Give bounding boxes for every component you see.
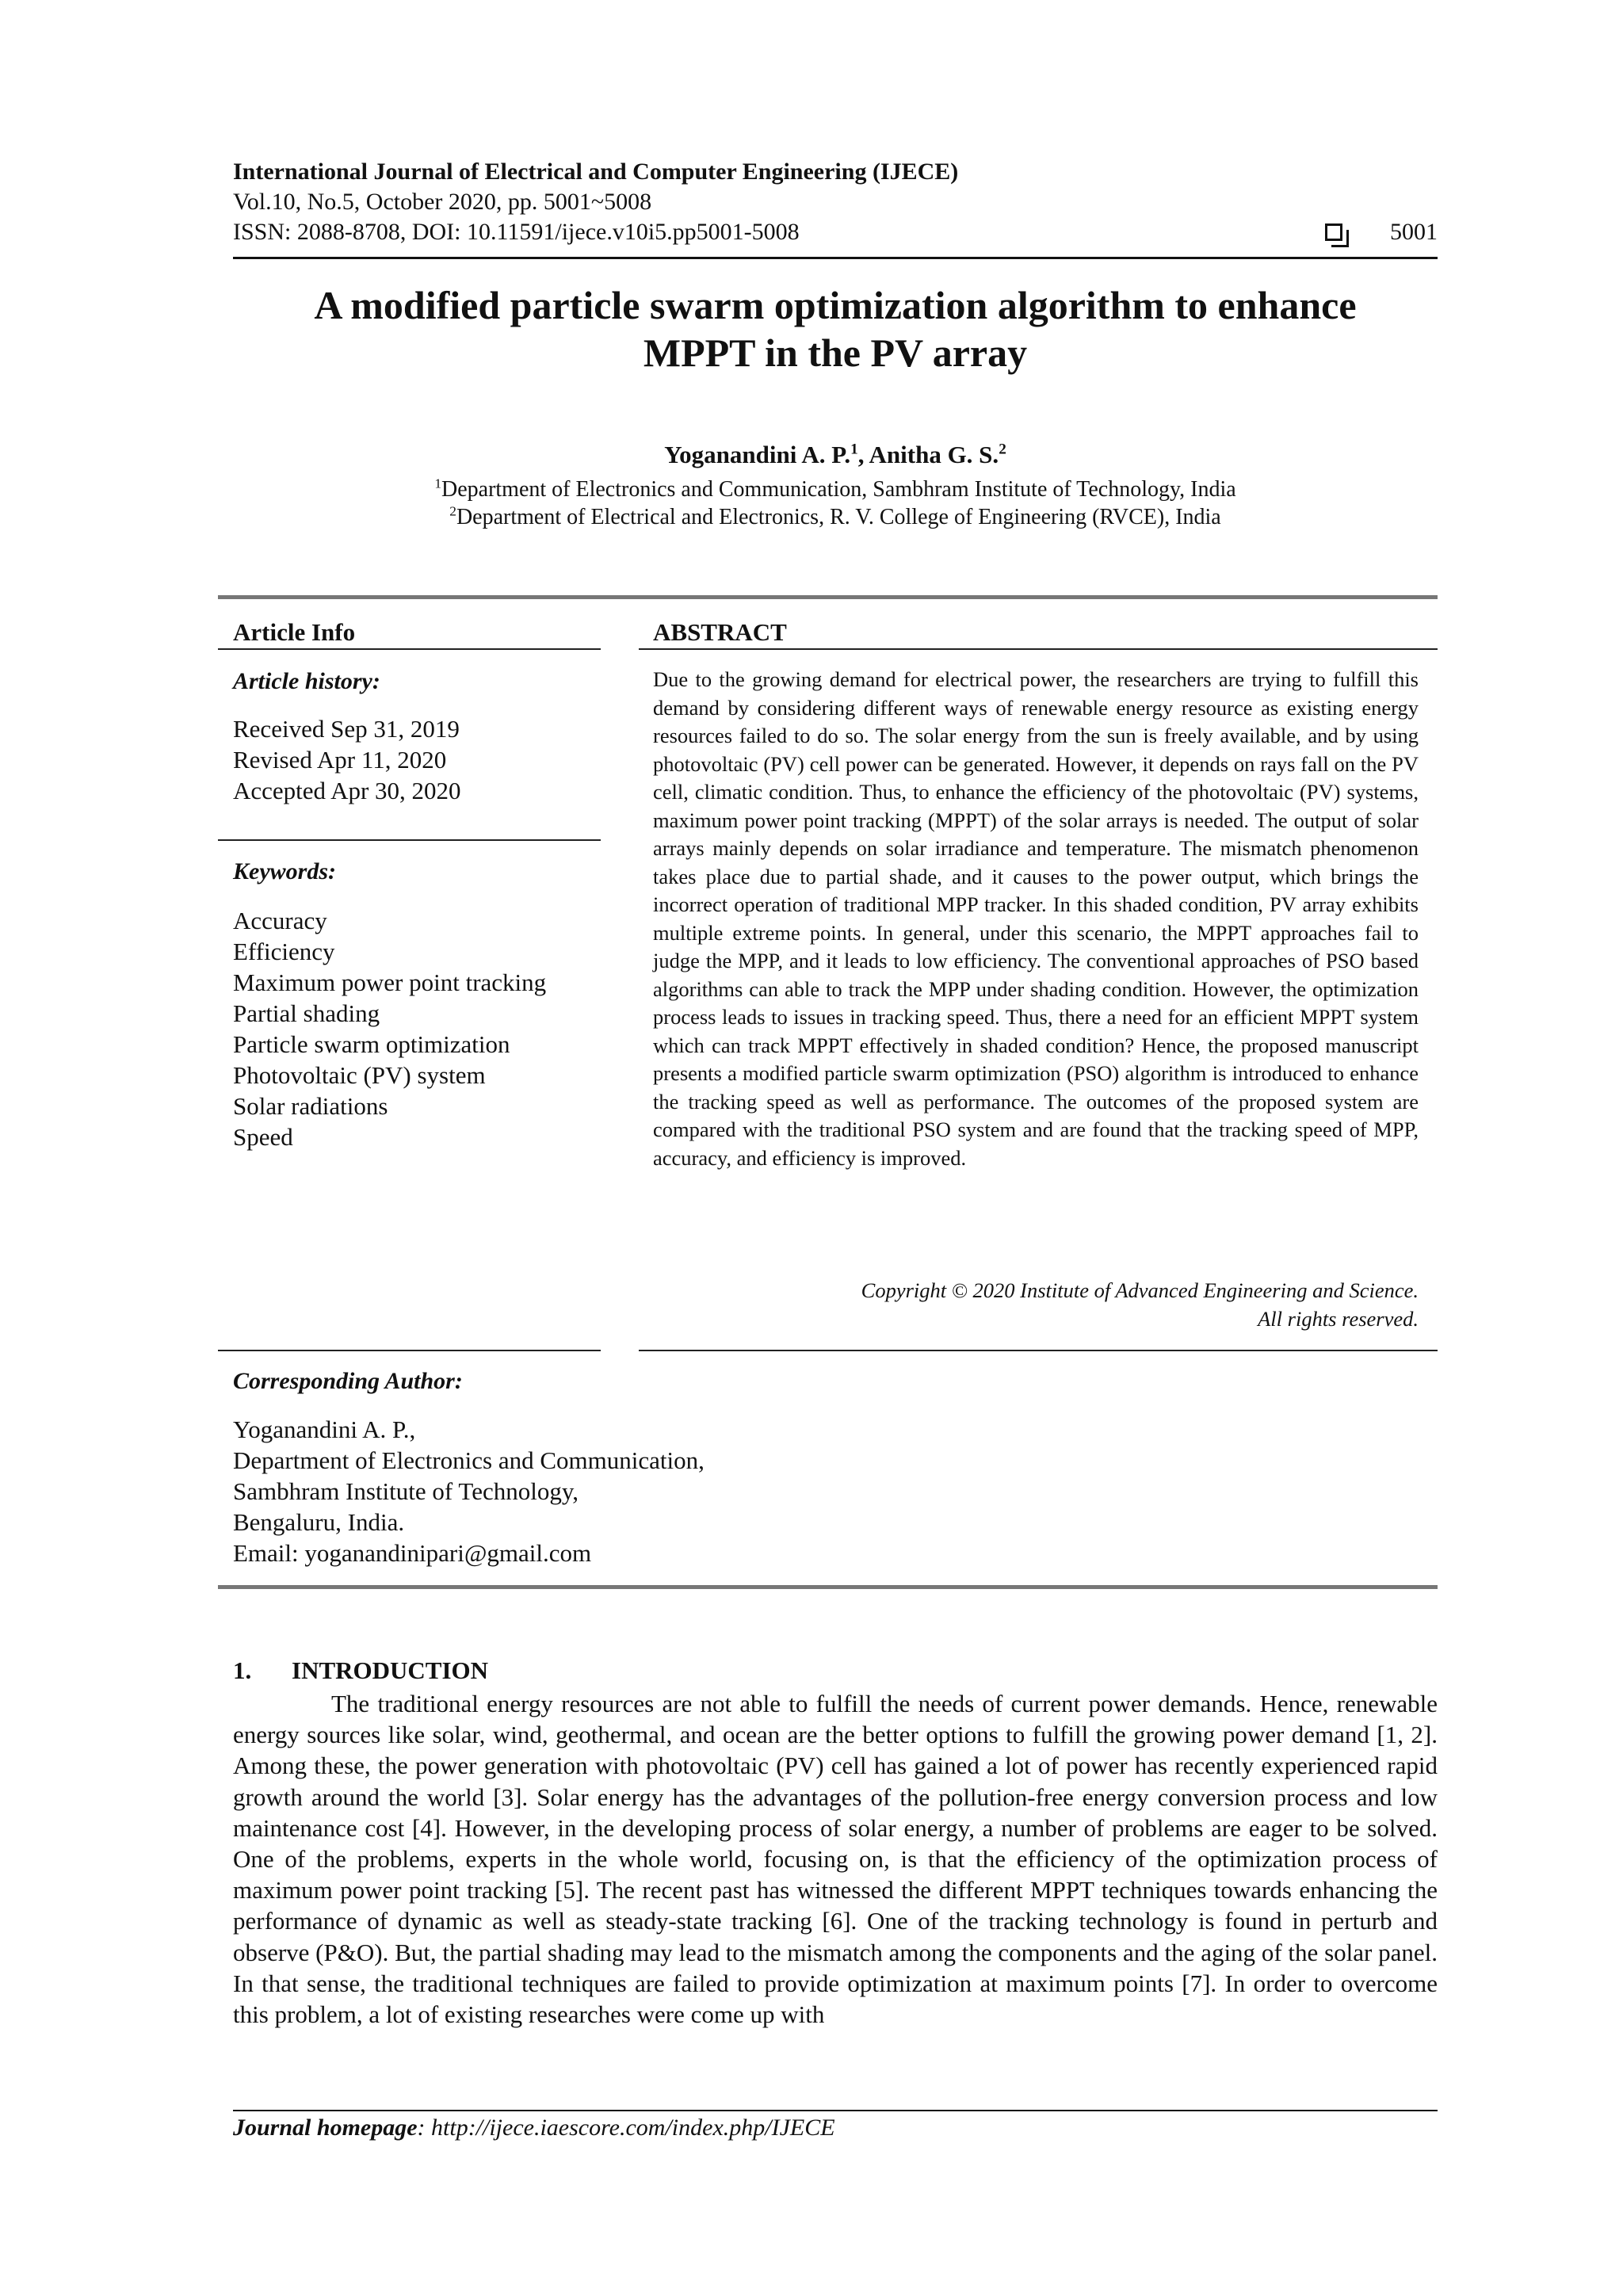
info-top-rule <box>218 595 1438 599</box>
article-info-heading: Article Info <box>233 618 356 646</box>
corresponding-author-heading: Corresponding Author: <box>233 1368 463 1394</box>
page-number: 5001 <box>1390 219 1438 245</box>
corresponding-author-details <box>233 1414 705 1568</box>
keyword: Photovoltaic (PV) system <box>233 1061 486 1089</box>
paper-title <box>233 281 1438 376</box>
keyword: Partial shading <box>233 999 380 1027</box>
history-item: Received Sep 31, 2019 <box>233 715 460 743</box>
corresponding-line: Bengaluru, India. <box>233 1508 405 1536</box>
keyword: Accuracy <box>233 907 327 934</box>
abstract-rule <box>639 648 1438 650</box>
history-rule <box>218 839 601 841</box>
affiliation-sup: 1 <box>434 476 441 491</box>
corresponding-line: Department of Electronics and Communication, <box>233 1446 705 1474</box>
abstract-heading: ABSTRACT <box>653 618 787 646</box>
corresponding-line: Yoganandini A. P., <box>233 1415 416 1443</box>
affiliation <box>233 477 1438 502</box>
abstract-text: Due to the growing demand for electrical power, the researchers are trying to fulfill this demand by considering different ways of renewable energy resource as existing energy resources failed to do so. The solar energy from the sun is freely available, and by using photovoltaic (PV) cell power can be generated. However, it depends on rays fall on the PV cell, climatic condition. Thus, to enhance the efficiency of the photovoltaic (PV) systems, maximum power point tracking (MPPT) of the solar arrays is needed. The output of solar arrays mainly depends on solar irradiance and temperature. The mismatch phenomenon takes place due to partial shade, and it causes to the power output, which brings the incorrect operation of traditional MPP tracker. In this shaded condition, PV array exhibits multiple extreme points. In general, under this scenario, the MPPT approaches fail to judge the MPP, and it leads to low efficiency. The conventional approaches of PSO based algorithms can able to track the MPP under shading condition. However, the optimization process leads to issues in tracking speed. Thus, there a need for an efficient MPPT system which can track MPPT effectively in shaded condition? Hence, the proposed manuscript presents a modified particle swarm optimization (PSO) algorithm is introduced to enhance the tracking speed as well as performance. The outcomes of the proposed system are compared with the traditional PSO system and are found that the tracking speed of MPP, accuracy, and efficiency is improved. <box>653 667 1419 1170</box>
corresponding-line: Sambhram Institute of Technology, <box>233 1477 579 1505</box>
journal-name: International Journal of Electrical and Computer Engineering (IJECE) <box>233 159 959 185</box>
history-item: Accepted Apr 30, 2020 <box>233 777 461 804</box>
keyword: Speed <box>233 1123 293 1151</box>
section-number: 1. <box>233 1656 252 1684</box>
page-number-block <box>1325 217 1438 247</box>
introduction-heading <box>233 1656 488 1685</box>
checkbox-square-icon <box>1325 223 1342 241</box>
journal-issn: ISSN: 2088-8708, DOI: 10.11591/ijece.v10i5.pp5001-5008 <box>233 219 800 245</box>
history-item: Revised Apr 11, 2020 <box>233 746 447 774</box>
author-name: Anitha G. S. <box>869 441 999 468</box>
author-sup: 1 <box>850 441 858 458</box>
keyword: Particle swarm optimization <box>233 1030 510 1058</box>
introduction-text: The traditional energy resources are not able to fulfill the needs of current power demands. Hence, renewable energy sources like solar, wind, geothermal, and ocean are the better options to fulfill the growing power demand [1, 2]. Among these, the power generation with photovoltaic (PV) cell has gained a lot of power has recently experienced rapid growth around the world [3]. Solar energy has the advantages of the pollution-free energy conversion process and low maintenance cost [4]. However, in the developing process of solar energy, a number of problems are eager to be solved. One of the problems, experts in the whole world, focusing on, is that the efficiency of the optimization process of maximum power point tracking [5]. The recent past has witnessed the different MPPT techniques towards enhancing the performance of dynamic as well as steady-state tracking [6]. One of the tracking technology is found in perturb and observe (P&O). But, the partial shading may lead to the mismatch among the components and the aging of the solar panel. In that sense, the traditional techniques are failed to provide optimization at maximum points [7]. In order to overcome this problem, a lot of existing researches were come up with <box>233 1690 1438 2029</box>
author-sup: 2 <box>999 441 1006 458</box>
keywords-heading: Keywords: <box>233 858 336 884</box>
paper-title-line2: MPPT in the PV array <box>643 330 1028 375</box>
journal-volume: Vol.10, No.5, October 2020, pp. 5001~5008 <box>233 189 652 215</box>
journal-homepage <box>233 2115 835 2141</box>
journal-header <box>233 157 1438 247</box>
author-separator: , <box>857 441 869 468</box>
keyword: Solar radiations <box>233 1092 388 1120</box>
author-name: Yoganandini A. P. <box>664 441 851 468</box>
abstract-bottom-rule <box>639 1350 1438 1351</box>
article-info-rule <box>218 648 601 650</box>
homepage-url[interactable]: : http://ijece.iaescore.com/index.php/IJECE <box>417 2115 835 2141</box>
article-history-list <box>233 713 461 806</box>
info-bottom-rule <box>218 1350 601 1351</box>
keyword: Maximum power point tracking <box>233 968 547 996</box>
affiliation-sup: 2 <box>449 503 456 519</box>
corresponding-email: Email: yoganandinipari@gmail.com <box>233 1539 592 1567</box>
homepage-label: Journal homepage <box>233 2115 418 2141</box>
copyright-notice <box>653 1276 1419 1333</box>
copyright-line: All rights reserved. <box>1258 1307 1419 1331</box>
affiliation <box>233 505 1438 530</box>
keywords-list <box>233 905 546 1152</box>
copyright-line: Copyright © 2020 Institute of Advanced Engineering and Science. <box>861 1278 1419 1302</box>
article-history-heading: Article history: <box>233 668 380 694</box>
author-list <box>233 441 1438 469</box>
section-title: INTRODUCTION <box>292 1656 489 1684</box>
info-frame-bottom-rule <box>218 1585 1438 1589</box>
affiliation-text: Department of Electronics and Communication, Sambhram Institute of Technology, India <box>441 477 1236 502</box>
header-rule <box>233 257 1438 259</box>
affiliation-text: Department of Electrical and Electronics, R. V. College of Engineering (RVCE), India <box>456 505 1221 529</box>
paper-title-line1: A modified particle swarm optimization algorithm to enhance <box>314 283 1357 327</box>
footer-rule <box>233 2110 1438 2111</box>
keyword: Efficiency <box>233 938 335 965</box>
